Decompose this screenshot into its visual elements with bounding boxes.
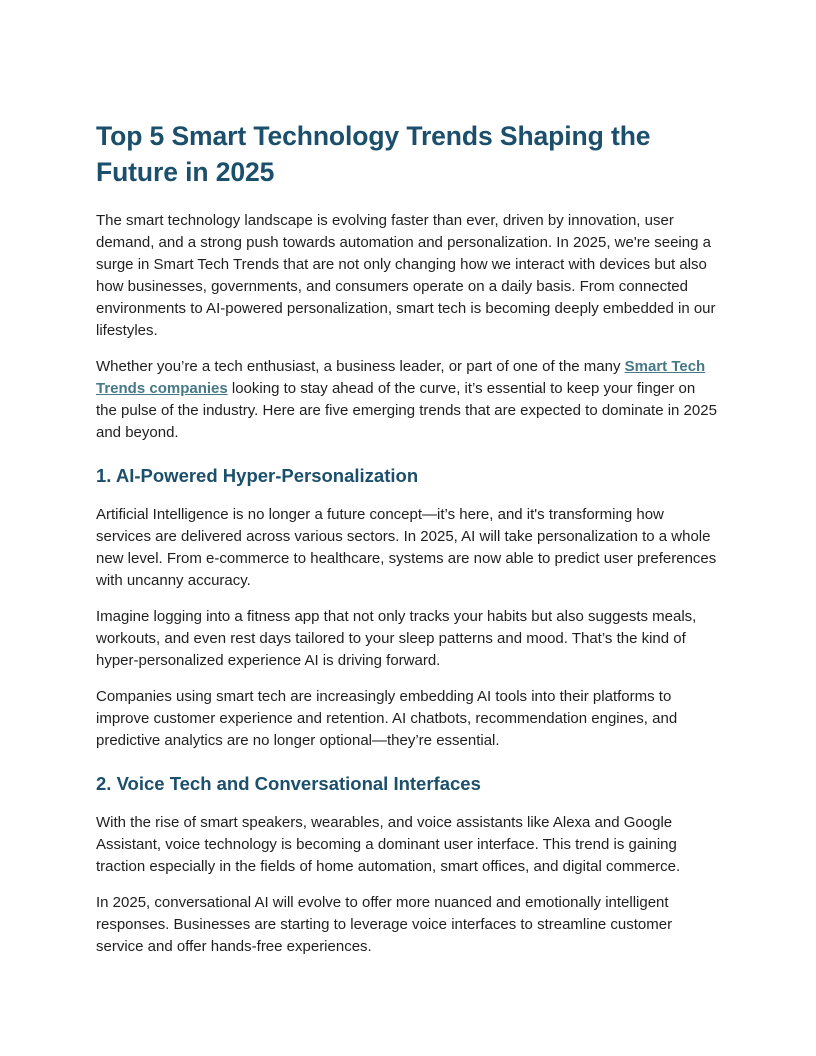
section-1-paragraph-3: Companies using smart tech are increasingly embedding AI tools into their platforms to improve customer experience and retention. AI chatbots, recommendation engines, and predictive analytics are no longer optional—they’re essential.	[96, 688, 678, 749]
section-2-paragraph-1: With the rise of smart speakers, wearables, and voice assistants like Alexa and Google Assistant, voice technology is becoming a dominant user interface. This trend is gaining traction especially in the fields of home automation, smart offices, and digital commerce.	[96, 814, 681, 875]
page-title: Top 5 Smart Technology Trends Shaping the Future in 2025	[96, 121, 651, 187]
section-1-heading: 1. AI-Powered Hyper-Personalization	[96, 465, 419, 486]
intro-text-after-link: looking to stay ahead of the curve, it’s essential to keep your finger on the pulse of the industry. Here are five emerging trends that are expected to dominate in 2025 and beyond.	[96, 380, 717, 441]
intro-paragraph-2	[96, 356, 720, 444]
section-2-heading: 2. Voice Tech and Conversational Interfaces	[96, 773, 481, 794]
section-1-paragraph-2: Imagine logging into a fitness app that not only tracks your habits but also suggests meals, workouts, and even rest days tailored to your sleep patterns and mood. That’s the kind of hyper-personalized experience AI is driving forward.	[96, 608, 697, 669]
intro-text-before-link: Whether you’re a tech enthusiast, a business leader, or part of one of the many	[96, 358, 625, 375]
section-1-paragraph-1: Artificial Intelligence is no longer a future concept—it’s here, and it's transforming how services are delivered across various sectors. In 2025, AI will take personalization to a whole new level. From e-commerce to healthcare, systems are now able to predict user preferences with uncanny accuracy.	[96, 506, 717, 589]
section-2-paragraph-2: In 2025, conversational AI will evolve to offer more nuanced and emotionally intelligent responses. Businesses are starting to leverage voice interfaces to streamline customer service and offer hands-free experiences.	[96, 894, 673, 955]
intro-paragraph-1: The smart technology landscape is evolving faster than ever, driven by innovation, user demand, and a strong push towards automation and personalization. In 2025, we're seeing a surge in Smart Tech Trends that are not only changing how we interact with devices but also how businesses, governments, and consumers operate on a daily basis. From connected environments to AI-powered personalization, smart tech is becoming deeply embedded in our lifestyles.	[96, 212, 716, 339]
smart-tech-trends-companies-link[interactable]: Smart Tech Trends companies	[96, 358, 706, 397]
